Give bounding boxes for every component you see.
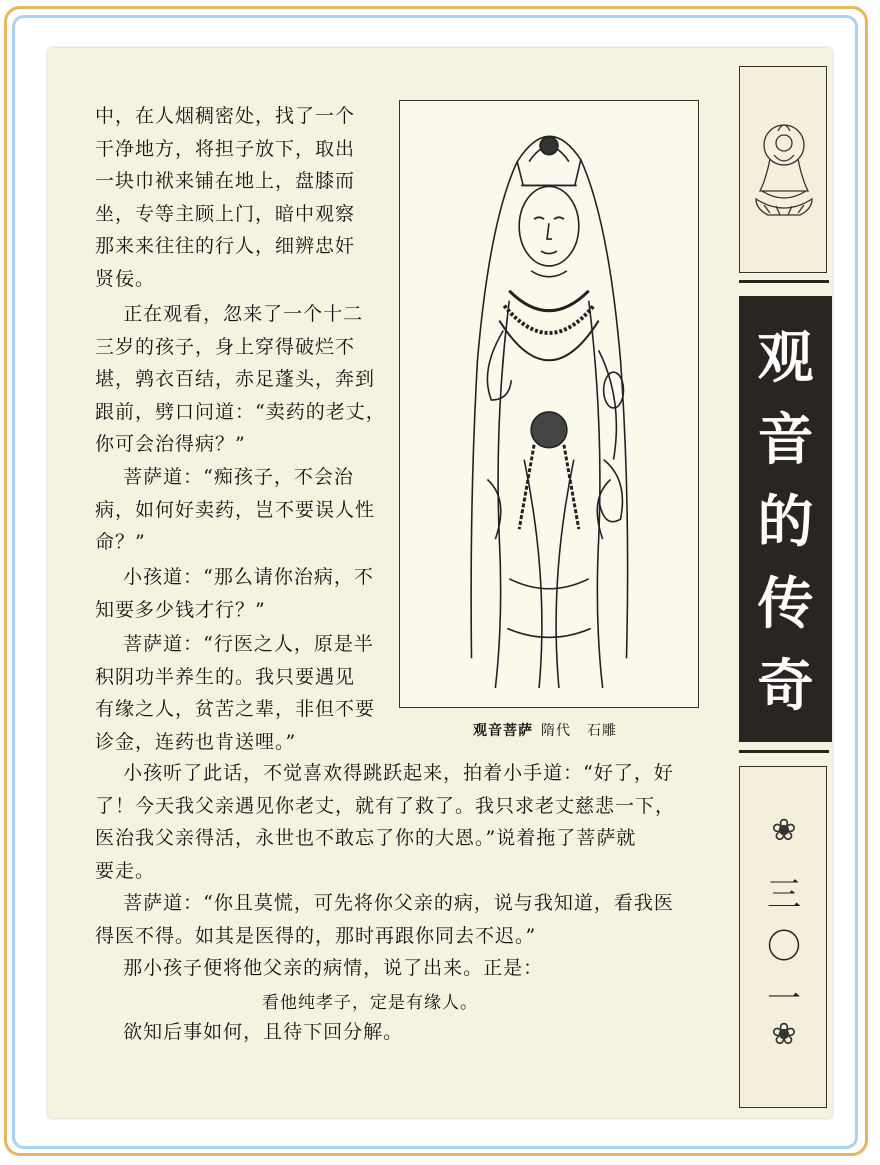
paragraph-9: 欲知后事如何，且待下回分解。 [95,1021,404,1043]
guanyin-illustration [399,100,699,708]
caption-type: 石雕 [587,723,617,739]
paragraph-5: 菩萨道：“行医之人，原是半 积阴功半养生的。我只要遇见 有缘之人，贫苦之辈，非但不要 诊金，连药也肯送哩。” [95,633,376,753]
paragraph-4: 小孩道：“那么请你治病，不 知要多少钱才行？” [95,566,374,621]
seated-bodhisattva-icon [740,67,828,274]
paragraph-8: 那小孩子便将他父亲的病情，说了出来。正是： [95,957,544,979]
flower-ornament-icon: ❀ [771,1017,797,1052]
caption-title: 观音菩萨 [473,723,533,739]
paragraph-6: 小孩听了此话，不觉喜欢得跳跃起来，拍着小手道：“好了，好 了！今天我父亲遇见你老丈，就有了救了。我只求老丈慈悲一下， 医治我父亲得活，永世也不敢忘了你的大恩。”说着拖了菩萨就 要走。 [95,762,676,882]
page-number-char-2: 〇 [767,927,801,967]
book-page [48,48,832,1118]
page-number-char-3: 一 [767,979,801,1019]
page-number-char-1: 三 [767,875,801,915]
paragraph-2: 正在观看，忽来了一个十二 三岁的孩子，身上穿得破烂不 堪，鹑衣百结，赤足蓬头，奔到 跟前，劈口问道：“卖药的老丈， 你可会治得病？” [95,303,386,455]
paragraph-3: 菩萨道：“痴孩子，不会治 病，如何好卖药，岂不要误人性 命？” [95,466,376,553]
flower-ornament-icon: ❀ [771,813,797,848]
sidebar-rule-top [739,280,829,283]
title-char-1: 观 [757,325,814,391]
title-char-2: 音 [757,407,814,473]
caption-era: 隋代 [541,723,571,739]
paragraph-1: 中，在人烟稠密处，找了一个 干净地方，将担子放下，取出 一块巾袱来铺在地上，盘膝而 坐，专等主顾上门，暗中观察 那来来往往的行人，细辨忠奸 贤佞。 [95,105,356,290]
page-number-box [739,766,827,1108]
illustration-caption [399,720,699,740]
title-char-4: 传 [757,571,814,637]
title-char-3: 的 [757,489,814,555]
book-title-band [739,296,832,742]
sidebar-rule-bottom [739,750,829,753]
paragraph-7: 菩萨道：“你且莫慌，可先将你父亲的病，说与我知道，看我医 得医不得。如其是医得的，那时再跟你同去不迟。” [95,892,674,947]
verse-line: 看他纯孝子，定是有缘人。 [262,993,478,1013]
title-char-5: 奇 [757,653,814,719]
sidebar-emblem-box [739,66,827,273]
